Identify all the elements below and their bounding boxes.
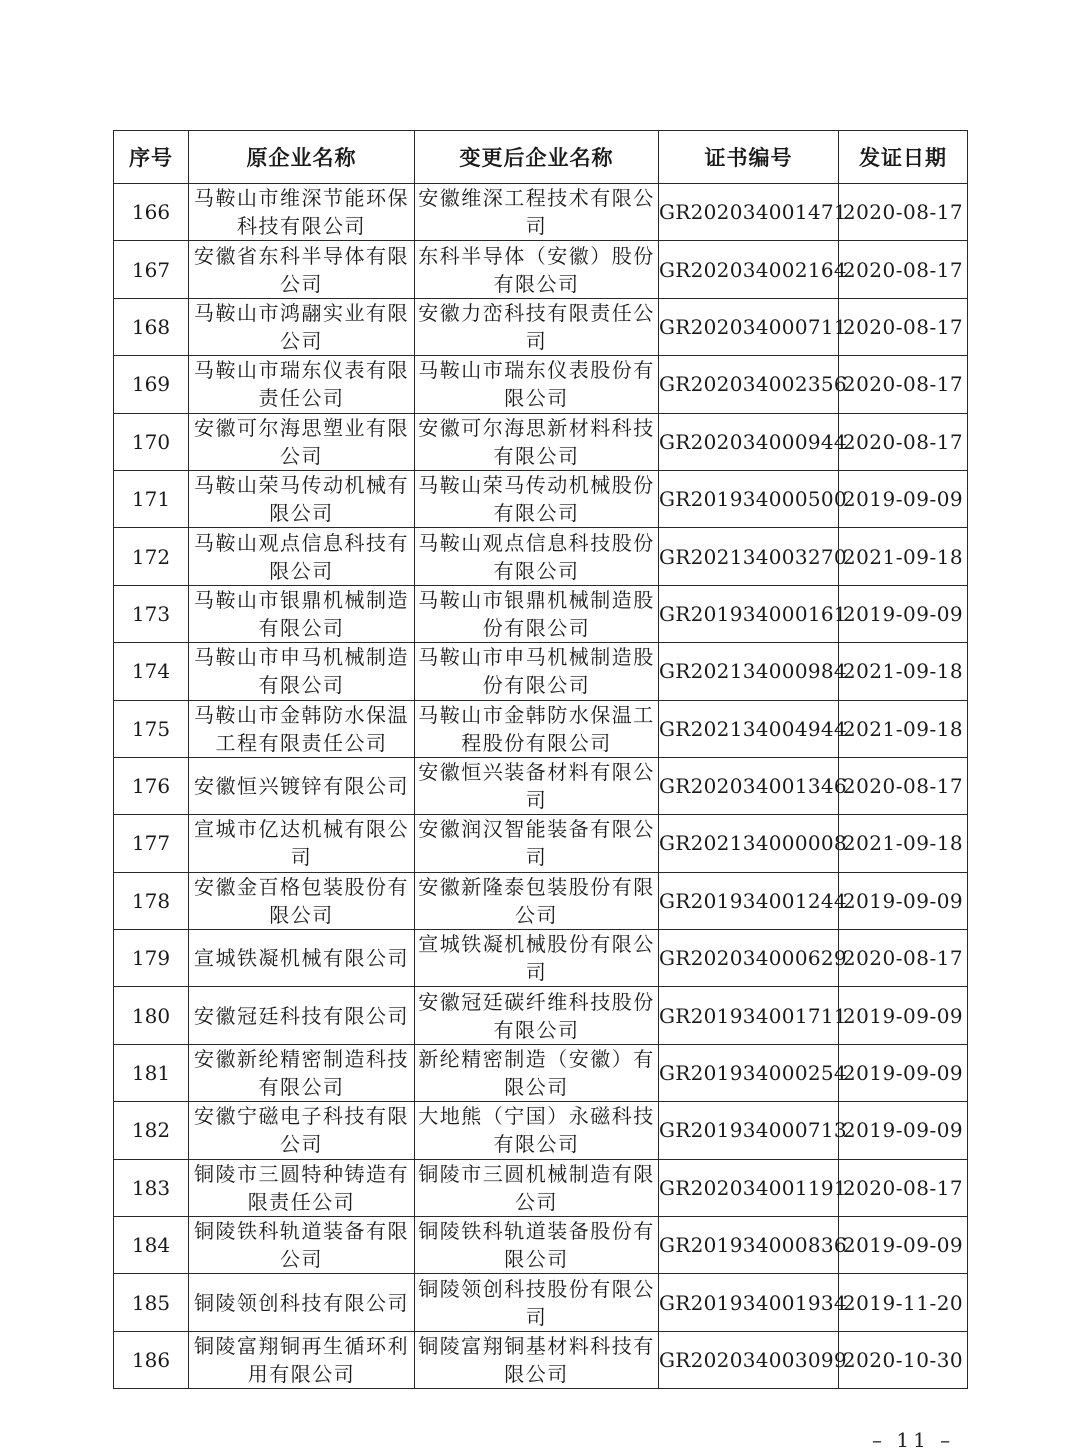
cell-original-name: 马鞍山市鸿翮实业有限公司 <box>189 298 415 355</box>
cell-cert-no: GR201934000713 <box>659 1102 839 1159</box>
cell-original-name: 安徽宁磁电子科技有限公司 <box>189 1102 415 1159</box>
cell-seq: 178 <box>114 872 189 929</box>
table-row <box>114 872 968 929</box>
cell-date: 2019-09-09 <box>839 987 968 1044</box>
cell-date: 2019-11-20 <box>839 1274 968 1331</box>
cell-seq: 179 <box>114 930 189 987</box>
table-header <box>114 131 968 184</box>
cell-seq: 168 <box>114 298 189 355</box>
cell-new-name: 马鞍山市瑞东仪表股份有限公司 <box>415 356 659 413</box>
cell-date: 2019-09-09 <box>839 470 968 527</box>
cell-original-name: 马鞍山市瑞东仪表有限责任公司 <box>189 356 415 413</box>
cell-original-name: 铜陵市三圆特种铸造有限责任公司 <box>189 1159 415 1216</box>
cell-original-name: 铜陵领创科技有限公司 <box>189 1274 415 1331</box>
cell-seq: 171 <box>114 470 189 527</box>
cell-new-name: 马鞍山市申马机械制造股份有限公司 <box>415 643 659 700</box>
cell-original-name: 安徽恒兴镀锌有限公司 <box>189 757 415 814</box>
cell-seq: 169 <box>114 356 189 413</box>
table-row <box>114 1331 968 1388</box>
cell-seq: 167 <box>114 241 189 298</box>
cell-cert-no: GR202134000984 <box>659 643 839 700</box>
cell-date: 2019-09-09 <box>839 1044 968 1101</box>
cell-new-name: 马鞍山市金韩防水保温工程股份有限公司 <box>415 700 659 757</box>
cell-date: 2020-08-17 <box>839 757 968 814</box>
cell-date: 2019-09-09 <box>839 872 968 929</box>
cell-seq: 184 <box>114 1217 189 1274</box>
cell-new-name: 安徽冠廷碳纤维科技股份有限公司 <box>415 987 659 1044</box>
cell-cert-no: GR202134000008 <box>659 815 839 872</box>
cell-original-name: 马鞍山市维深节能环保科技有限公司 <box>189 184 415 241</box>
cell-date: 2020-08-17 <box>839 184 968 241</box>
table-row <box>114 241 968 298</box>
table-row <box>114 930 968 987</box>
cell-new-name: 东科半导体（安徽）股份有限公司 <box>415 241 659 298</box>
cell-original-name: 铜陵铁科轨道装备有限公司 <box>189 1217 415 1274</box>
cell-date: 2021-09-18 <box>839 643 968 700</box>
header-date: 发证日期 <box>839 131 968 184</box>
cell-seq: 175 <box>114 700 189 757</box>
cell-seq: 185 <box>114 1274 189 1331</box>
table-row <box>114 585 968 642</box>
cell-original-name: 宣城市亿达机械有限公司 <box>189 815 415 872</box>
cell-new-name: 安徽恒兴装备材料有限公司 <box>415 757 659 814</box>
cell-new-name: 铜陵市三圆机械制造有限公司 <box>415 1159 659 1216</box>
cell-date: 2020-08-17 <box>839 1159 968 1216</box>
cell-original-name: 马鞍山市金韩防水保温工程有限责任公司 <box>189 700 415 757</box>
cell-cert-no: GR202034000629 <box>659 930 839 987</box>
cell-seq: 173 <box>114 585 189 642</box>
cell-date: 2021-09-18 <box>839 700 968 757</box>
cell-original-name: 马鞍山市申马机械制造有限公司 <box>189 643 415 700</box>
cell-date: 2020-08-17 <box>839 241 968 298</box>
cell-cert-no: GR202034001471 <box>659 184 839 241</box>
table-row <box>114 1274 968 1331</box>
cell-cert-no: GR201934001711 <box>659 987 839 1044</box>
cell-cert-no: GR202034002164 <box>659 241 839 298</box>
cell-new-name: 安徽新隆泰包装股份有限公司 <box>415 872 659 929</box>
cell-date: 2020-08-17 <box>839 356 968 413</box>
header-original-name: 原企业名称 <box>189 131 415 184</box>
header-cert-no: 证书编号 <box>659 131 839 184</box>
table-body <box>114 184 968 1389</box>
cell-original-name: 安徽可尔海思塑业有限公司 <box>189 413 415 470</box>
cell-new-name: 铜陵领创科技股份有限公司 <box>415 1274 659 1331</box>
table-row <box>114 1044 968 1101</box>
cell-original-name: 铜陵富翔铜再生循环利用有限公司 <box>189 1331 415 1388</box>
cell-cert-no: GR201934000500 <box>659 470 839 527</box>
cell-new-name: 安徽可尔海思新材料科技有限公司 <box>415 413 659 470</box>
header-row <box>114 131 968 184</box>
cell-original-name: 马鞍山观点信息科技有限公司 <box>189 528 415 585</box>
cell-cert-no: GR201934001244 <box>659 872 839 929</box>
cell-new-name: 铜陵铁科轨道装备股份有限公司 <box>415 1217 659 1274</box>
table-row <box>114 470 968 527</box>
certificate-change-table <box>113 130 968 1389</box>
cell-cert-no: GR201934001934 <box>659 1274 839 1331</box>
cell-new-name: 大地熊（宁国）永磁科技有限公司 <box>415 1102 659 1159</box>
cell-original-name: 马鞍山荣马传动机械有限公司 <box>189 470 415 527</box>
cell-new-name: 新纶精密制造（安徽）有限公司 <box>415 1044 659 1101</box>
cell-cert-no: GR202034000711 <box>659 298 839 355</box>
cell-cert-no: GR202034000944 <box>659 413 839 470</box>
cell-date: 2021-09-18 <box>839 815 968 872</box>
cell-cert-no: GR202134003270 <box>659 528 839 585</box>
cell-date: 2020-08-17 <box>839 298 968 355</box>
cell-cert-no: GR201934000161 <box>659 585 839 642</box>
cell-date: 2019-09-09 <box>839 1217 968 1274</box>
table-row <box>114 356 968 413</box>
cell-cert-no: GR202034002356 <box>659 356 839 413</box>
cell-original-name: 安徽新纶精密制造科技有限公司 <box>189 1044 415 1101</box>
table-row <box>114 643 968 700</box>
cell-seq: 181 <box>114 1044 189 1101</box>
cell-seq: 177 <box>114 815 189 872</box>
table-row <box>114 815 968 872</box>
cell-seq: 166 <box>114 184 189 241</box>
cell-seq: 172 <box>114 528 189 585</box>
cell-date: 2019-09-09 <box>839 585 968 642</box>
table-row <box>114 1217 968 1274</box>
cell-seq: 182 <box>114 1102 189 1159</box>
cell-date: 2019-09-09 <box>839 1102 968 1159</box>
table-row <box>114 700 968 757</box>
table-row <box>114 184 968 241</box>
header-seq: 序号 <box>114 131 189 184</box>
cell-original-name: 马鞍山市银鼎机械制造有限公司 <box>189 585 415 642</box>
table-row <box>114 987 968 1044</box>
cell-original-name: 安徽冠廷科技有限公司 <box>189 987 415 1044</box>
table-row <box>114 757 968 814</box>
cell-cert-no: GR202034001191 <box>659 1159 839 1216</box>
cell-new-name: 安徽力峦科技有限责任公司 <box>415 298 659 355</box>
cell-original-name: 安徽省东科半导体有限公司 <box>189 241 415 298</box>
cell-original-name: 安徽金百格包装股份有限公司 <box>189 872 415 929</box>
table-row <box>114 1159 968 1216</box>
cell-original-name: 宣城铁凝机械有限公司 <box>189 930 415 987</box>
header-new-name: 变更后企业名称 <box>415 131 659 184</box>
cell-seq: 170 <box>114 413 189 470</box>
page-number: – 11 – <box>872 1428 955 1452</box>
cell-new-name: 铜陵富翔铜基材料科技有限公司 <box>415 1331 659 1388</box>
cell-new-name: 马鞍山荣马传动机械股份有限公司 <box>415 470 659 527</box>
table-row <box>114 1102 968 1159</box>
cell-seq: 183 <box>114 1159 189 1216</box>
table-row <box>114 298 968 355</box>
cell-cert-no: GR202034001346 <box>659 757 839 814</box>
cell-date: 2020-10-30 <box>839 1331 968 1388</box>
cell-date: 2020-08-17 <box>839 930 968 987</box>
cell-seq: 180 <box>114 987 189 1044</box>
cell-cert-no: GR201934000836 <box>659 1217 839 1274</box>
cell-date: 2021-09-18 <box>839 528 968 585</box>
cell-cert-no: GR201934000254 <box>659 1044 839 1101</box>
cell-seq: 176 <box>114 757 189 814</box>
table-row <box>114 413 968 470</box>
cell-seq: 174 <box>114 643 189 700</box>
cell-new-name: 安徽维深工程技术有限公司 <box>415 184 659 241</box>
table-row <box>114 528 968 585</box>
cell-new-name: 安徽润汉智能装备有限公司 <box>415 815 659 872</box>
cell-cert-no: GR202134004944 <box>659 700 839 757</box>
cell-seq: 186 <box>114 1331 189 1388</box>
cell-cert-no: GR202034003099 <box>659 1331 839 1388</box>
cell-new-name: 宣城铁凝机械股份有限公司 <box>415 930 659 987</box>
cell-date: 2020-08-17 <box>839 413 968 470</box>
cell-new-name: 马鞍山观点信息科技股份有限公司 <box>415 528 659 585</box>
cell-new-name: 马鞍山市银鼎机械制造股份有限公司 <box>415 585 659 642</box>
